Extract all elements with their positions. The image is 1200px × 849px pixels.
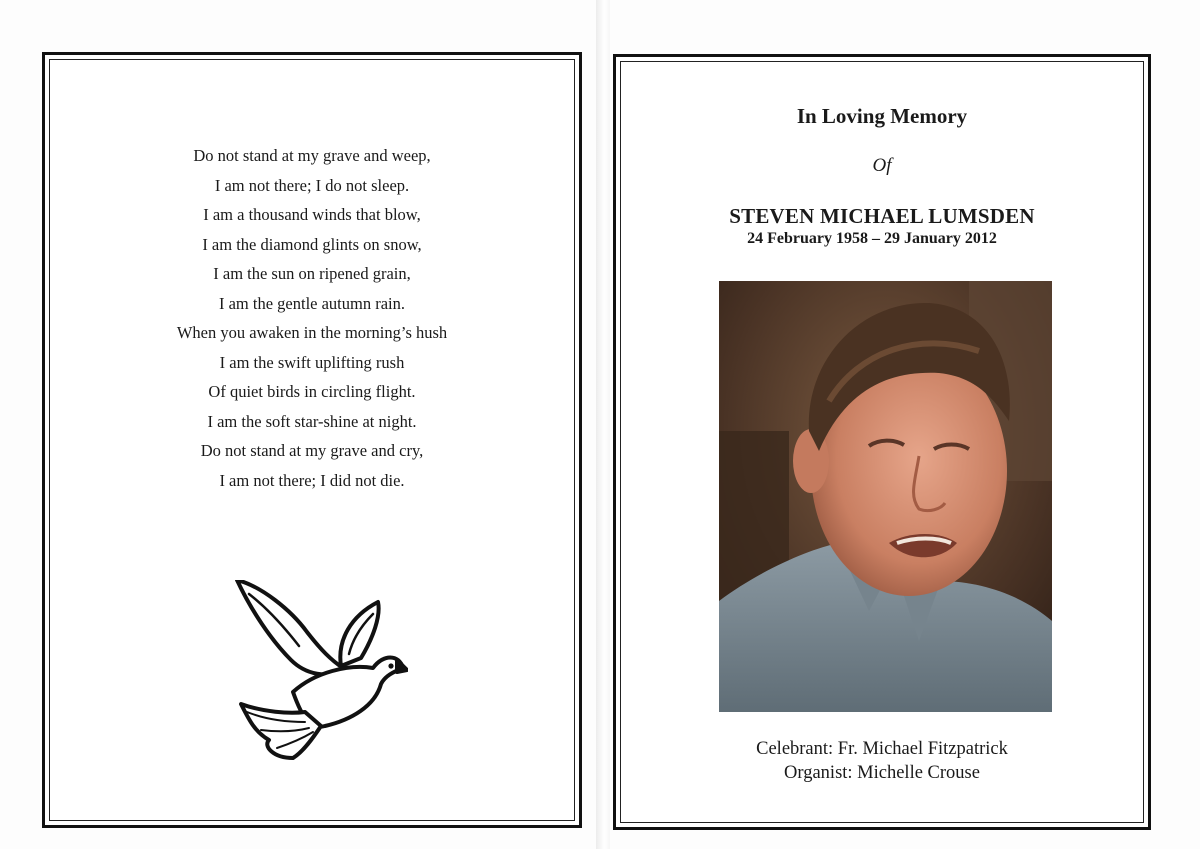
poem-line: I am not there; I do not sleep. xyxy=(214,175,410,195)
of-line: Of xyxy=(872,155,892,176)
poem-line: I am the soft star-shine at night. xyxy=(207,411,417,431)
poem-line: I am not there; I did not die. xyxy=(219,470,405,490)
poem-line: I am the sun on ripened grain, xyxy=(213,264,411,283)
right-page xyxy=(613,54,1151,830)
deceased-name: STEVEN MICHAEL LUMSDEN xyxy=(729,204,1035,228)
poem-line: Do not stand at my grave and cry, xyxy=(200,441,424,460)
poem-line: I am the diamond glints on snow, xyxy=(202,234,422,254)
poem-line: I am a thousand winds that blow, xyxy=(203,205,421,224)
celebrant-line: Celebrant: Fr. Michael Fitzpatrick xyxy=(756,739,1008,759)
poem-line: I am the gentle autumn rain. xyxy=(218,293,406,313)
poem xyxy=(45,141,579,495)
organist-line: Organist: Michelle Crouse xyxy=(784,763,980,783)
poem-line: I am the swift uplifting rush xyxy=(219,352,405,372)
poem-line: Do not stand at my grave and weep, xyxy=(193,146,431,165)
service-credits xyxy=(616,737,1148,785)
life-dates: 24 February 1958 – 29 January 2012 xyxy=(747,230,997,247)
poem-line: When you awaken in the morning’s hush xyxy=(176,323,448,342)
dove-illustration xyxy=(233,580,408,765)
memorial-heading: In Loving Memory xyxy=(796,104,968,128)
poem-line: Of quiet birds in circling flight. xyxy=(208,382,416,401)
left-page xyxy=(42,52,582,828)
portrait-photo xyxy=(719,281,1052,712)
booklet-fold xyxy=(596,0,610,849)
dove-icon xyxy=(233,580,408,765)
portrait-image xyxy=(719,281,1052,712)
